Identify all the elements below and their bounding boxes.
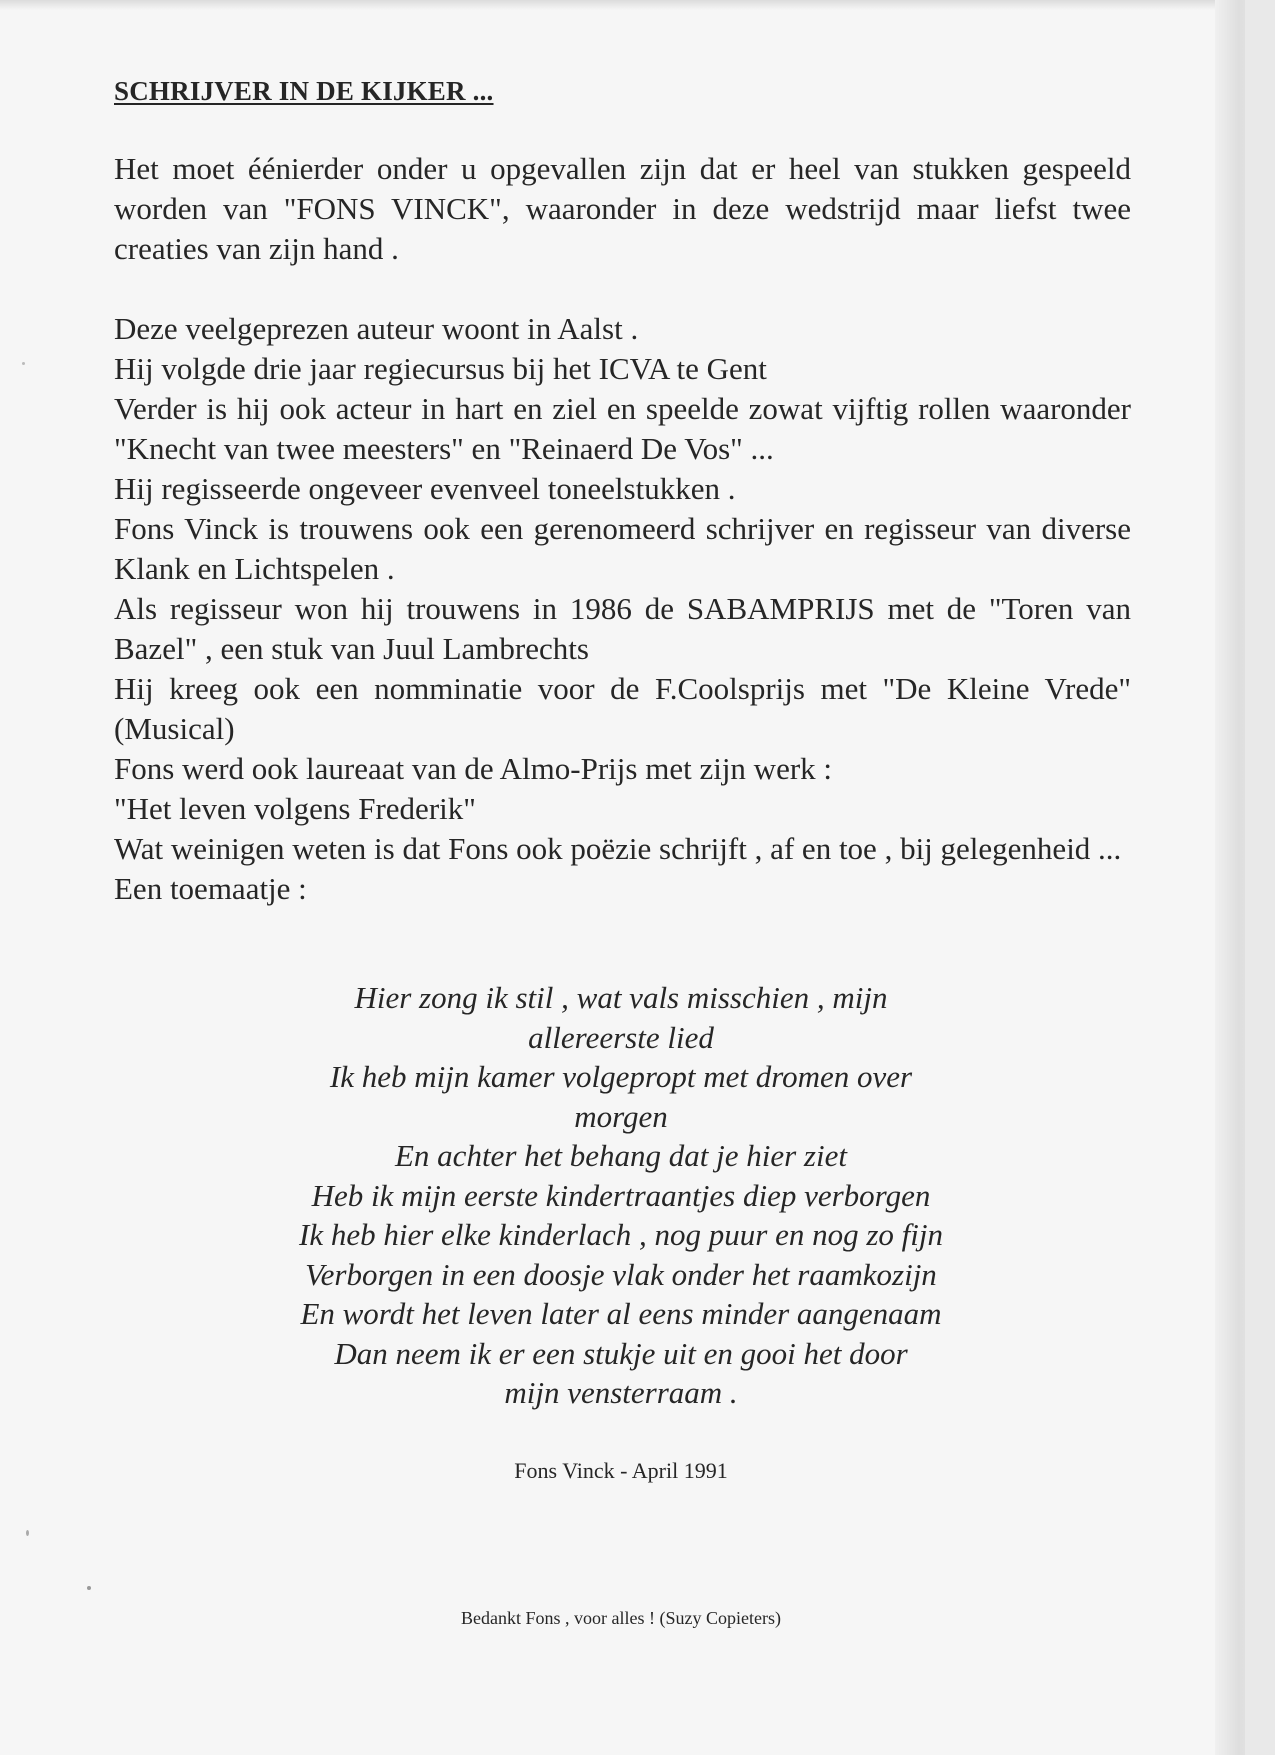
fact-line: Als regisseur won hij trouwens in 1986 de SABAMPRIJS met de "Toren van Bazel" , een stuk van Juul Lambrechts — [114, 591, 1131, 666]
fact-line: Wat weinigen weten is dat Fons ook poëzie schrijft , af en toe , bij gelegenheid ... — [114, 831, 1122, 866]
poem-line: Ik heb hier elke kinderlach , nog puur en nog zo fijn — [299, 1217, 943, 1252]
poem-line: mijn vensterraam . — [504, 1375, 738, 1410]
scan-speck — [87, 1586, 91, 1590]
poem-line: En achter het behang dat je hier ziet — [395, 1138, 847, 1173]
intro-text: Het moet éénierder onder u opgevallen zijn dat er heel van stukken gespeeld worden van "FONS VINCK", waaronder in deze wedstrijd maar liefst twee creaties van zijn hand . — [114, 151, 1131, 266]
fact-line: "Het leven volgens Frederik" — [114, 791, 476, 826]
poem-line: morgen — [574, 1098, 668, 1134]
fact-line: Hij regisseerde ongeveer evenveel toneelstukken . — [114, 471, 736, 506]
poem-line: Ik heb mijn kamer volgepropt met dromen over — [329, 1059, 913, 1094]
fact-line: Verder is hij ook acteur in hart en ziel en speelde zowat vijftig rollen waaronder "Knecht van twee meesters" en "Reinaerd De Vos" ... — [114, 391, 1131, 466]
poem-line: En wordt het leven later al eens minder aangenaam — [300, 1296, 942, 1331]
poem-line: Verborgen in een doosje vlak onder het raamkozijn — [305, 1256, 937, 1292]
intro-paragraph — [114, 149, 1131, 269]
poem-line: allereerste lied — [528, 1019, 714, 1055]
poem-line: Dan neem ik er een stukje uit en gooi het door — [334, 1335, 908, 1371]
scan-speck — [26, 1530, 29, 1536]
fact-line: Hij volgde drie jaar regiecursus bij het ICVA te Gent — [114, 351, 767, 386]
thanks-note: Bedankt Fons , voor alles ! (Suzy Copieters) — [461, 1608, 781, 1628]
facts-paragraph — [114, 309, 1131, 909]
page-edge-shadow — [1215, 0, 1245, 1755]
fact-line: Hij kreeg ook een nomminatie voor de F.Coolsprijs met "De Kleine Vrede" (Musical) — [114, 671, 1131, 746]
poem — [206, 978, 1036, 1413]
poem-line: Heb ik mijn eerste kindertraantjes diep verborgen — [311, 1177, 931, 1213]
fact-line: Fons Vinck is trouwens ook een gerenomeerd schrijver en regisseur van diverse Klank en Lichtspelen . — [114, 511, 1131, 586]
fact-line: Deze veelgeprezen auteur woont in Aalst . — [114, 311, 639, 346]
poem-line: Hier zong ik stil , wat vals misschien , mijn — [354, 980, 888, 1015]
poem-signature: Fons Vinck - April 1991 — [514, 1458, 728, 1483]
fact-line: Fons werd ook laureaat van de Almo-Prijs met zijn werk : — [114, 751, 833, 786]
fact-line: Een toemaatje : — [114, 871, 307, 906]
scan-speck — [22, 362, 25, 365]
article-heading: SCHRIJVER IN DE KIJKER ... — [114, 76, 494, 106]
